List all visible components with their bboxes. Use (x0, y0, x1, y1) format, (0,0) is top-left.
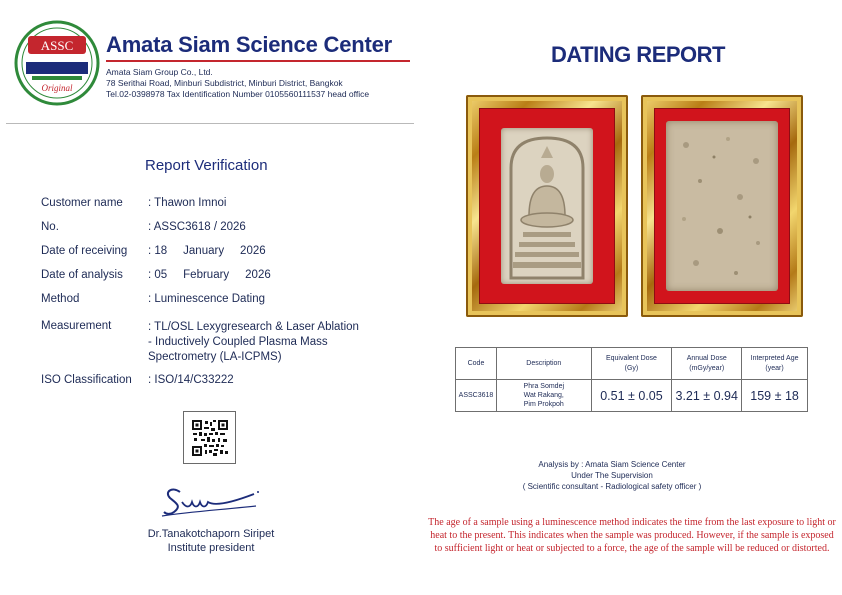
company-address: 78 Serithai Road, Minburi Subdistrict, Minburi District, Bangkok (106, 78, 343, 88)
amulet-back-image (666, 121, 778, 291)
field-label-customer: Customer name (41, 197, 123, 209)
cell-interpreted-age: 159 ± 18 (742, 380, 808, 412)
qr-code-icon (192, 420, 228, 456)
cell-code: ASSC3618 (456, 380, 497, 412)
header-divider (6, 123, 414, 124)
header-description: Description (496, 348, 591, 380)
field-value-measurement: : TL/OSL Lexygresearch & Laser Ablation - Inductively Coupled Plasma Mass Spectrometry (LA-ICPMS) (148, 321, 359, 363)
cell-description: Phra Somdej Wat Rakang, Pim Prokpoh (496, 380, 591, 412)
amulet-front-image (501, 128, 593, 284)
frame-mat (479, 108, 615, 304)
analysis-supervision: Under The Supervision (571, 471, 653, 480)
frame-mat (654, 108, 790, 304)
field-value-method: : Luminescence Dating (148, 293, 265, 305)
assc-seal-logo-icon (14, 20, 100, 106)
field-value-received: : 18 January 2026 (148, 245, 266, 257)
analysis-consultant: ( Scientific consultant - Radiological safety officer ) (522, 482, 702, 491)
header-code: Code (456, 348, 497, 380)
company-info (106, 67, 369, 100)
field-label-measurement: Measurement (41, 320, 112, 332)
header-interpreted-age: Interpreted Age (year) (742, 348, 808, 380)
field-label-received: Date of receiving (41, 245, 128, 257)
company-rule (106, 60, 410, 62)
field-label-method: Method (41, 293, 80, 305)
field-value-iso: : ISO/14/C33222 (148, 374, 234, 386)
table-row (456, 380, 808, 412)
field-label-number: No. (41, 221, 59, 233)
company-logo (14, 20, 100, 106)
amulet-texture-icon (666, 121, 778, 291)
president-signature (158, 482, 268, 520)
buddha-amulet-icon (501, 128, 593, 284)
company-group: Amata Siam Group Co., Ltd. (106, 67, 213, 77)
verification-qr-code[interactable] (183, 411, 236, 464)
table-header-row (456, 348, 808, 380)
field-value-analysis-date: : 05 February 2026 (148, 269, 271, 281)
signatory-title: Institute president (167, 542, 255, 554)
amulet-front-photo-frame (466, 95, 628, 317)
company-name: Amata Siam Science Center (106, 32, 393, 57)
dating-results-table (455, 347, 808, 412)
disclaimer-text: The age of a sample using a luminescence method indicates the time from the last exposure to light or heat to the present. This indicates when the sample was produced. However, if the sample is exposed to sufficient light or heat or subjected to a force, the age of the sample will be reduced or distorted. (428, 517, 836, 554)
header-annual-dose: Annual Dose (mGy/year) (672, 348, 742, 380)
report-title: DATING REPORT (551, 42, 725, 67)
svg-text:ASSC: ASSC (40, 38, 74, 53)
cell-equivalent-dose: 0.51 ± 0.05 (591, 380, 672, 412)
field-label-analysis-date: Date of analysis (41, 269, 123, 281)
cell-annual-dose: 3.21 ± 0.94 (672, 380, 742, 412)
signatory-name: Dr.Tanakotchaporn Siripet (147, 528, 275, 540)
field-value-customer: : Thawon Imnoi (148, 197, 227, 209)
company-contact: Tel.02-0398978 Tax Identification Number 0105560111537 head office (106, 89, 370, 99)
header-equivalent-dose: Equivalent Dose (Gy) (591, 348, 672, 380)
svg-text:Original: Original (41, 83, 73, 93)
signature-icon (158, 482, 268, 520)
analysis-by: Analysis by : Amata Siam Science Center (538, 460, 686, 469)
field-value-number: : ASSC3618 / 2026 (148, 221, 246, 233)
amulet-back-photo-frame (641, 95, 803, 317)
verification-title: Report Verification (145, 157, 268, 174)
field-label-iso: ISO Classification (41, 374, 132, 386)
